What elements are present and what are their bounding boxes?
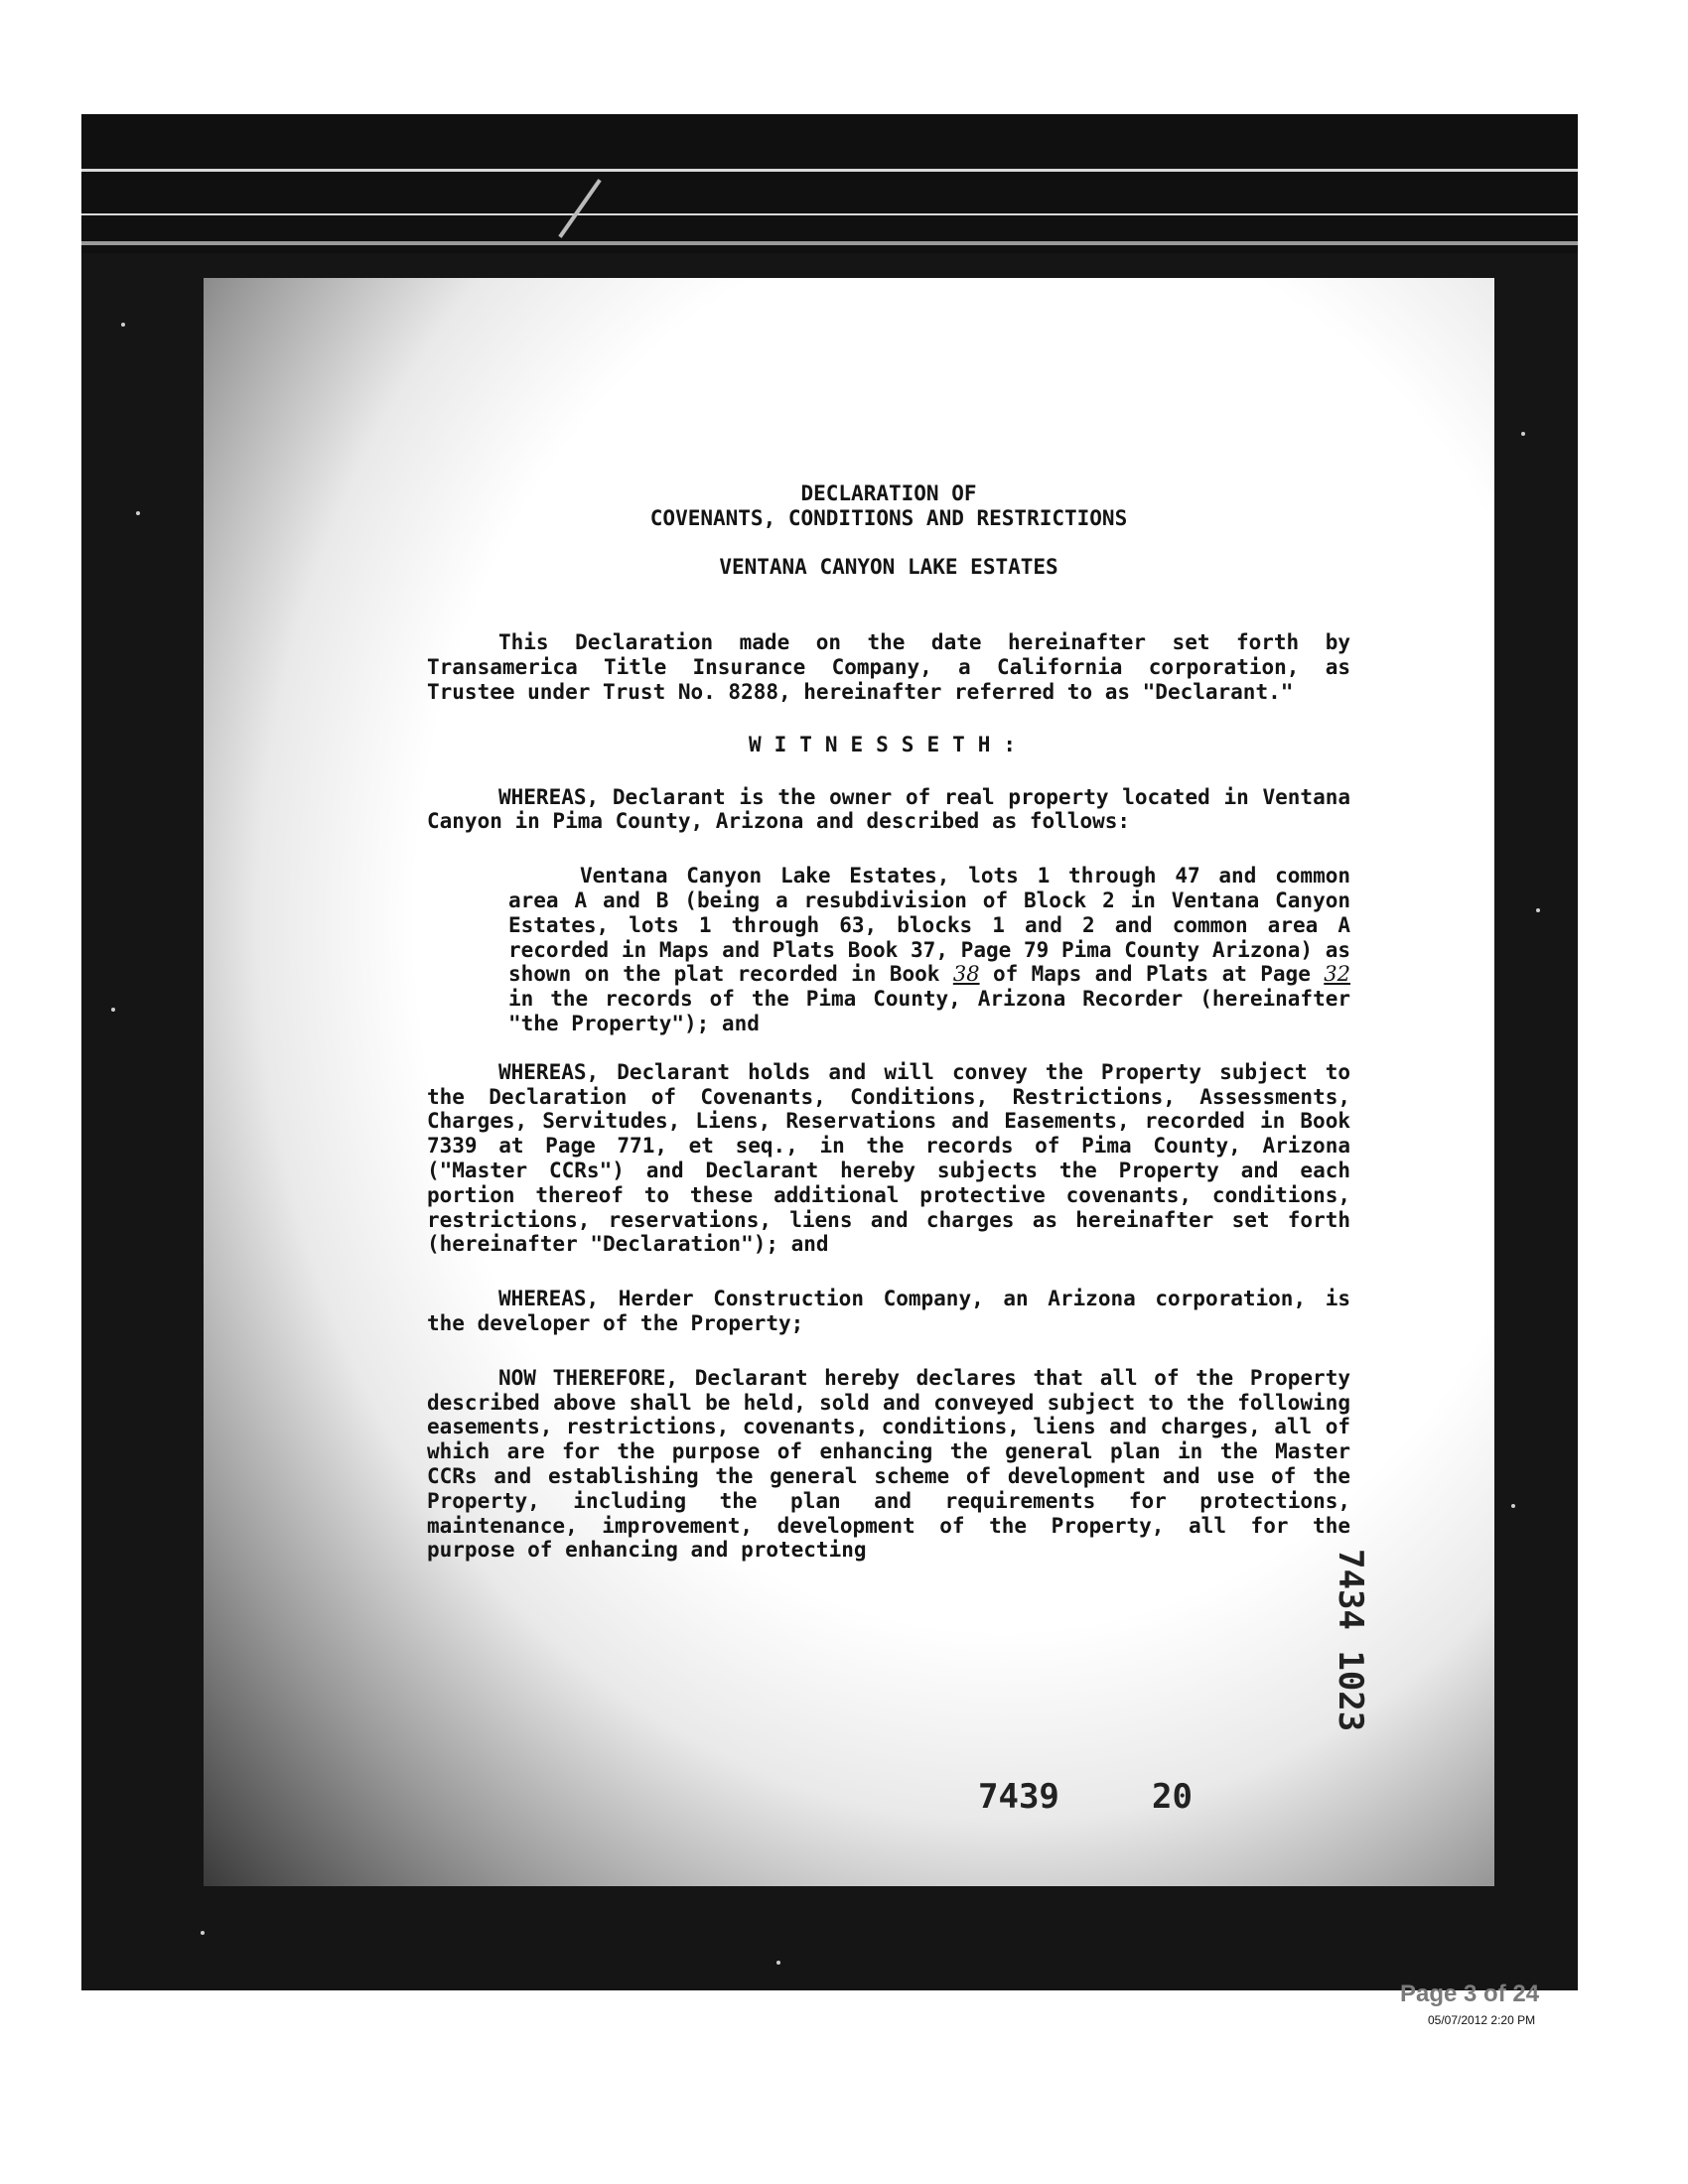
scan-speck (136, 511, 140, 515)
scan-speck (201, 1931, 205, 1935)
scan-speck (776, 1961, 780, 1965)
whereas-paragraph-1: WHEREAS, Declarant is the owner of real property located in Ventana Canyon in Pima County, Arizona and described as follows: (427, 784, 1350, 834)
recording-page-stamp: 20 (1152, 1777, 1193, 1817)
scan-speck (1536, 908, 1540, 912)
handwritten-page-number: 32 (1324, 962, 1350, 987)
recording-book-stamp: 7439 (978, 1777, 1059, 1817)
scan-speck (111, 1008, 115, 1012)
now-therefore-paragraph: NOW THEREFORE, Declarant hereby declares that all of the Property described above shall be held, sold and conveyed subject to the following easements, restrictions, covenants, conditions, liens and charges, all of which are for the purpose of enhancing the general plan in the Master CCRs and establishing the general scheme of development and use of the Property, including the plan and requirements for protections, maintenance, improvement, development of the Property, all for the purpose of enhancing and protecting (427, 1365, 1350, 1563)
scan-speck (1511, 1504, 1515, 1508)
intro-paragraph: This Declaration made on the date hereinafter set forth by Transamerica Title Insurance Company, a California corporation, as Trustee under Trust No. 8288, hereinafter referred to as "Declarant." (427, 630, 1350, 704)
witnesseth-heading: WITNESSETH: (748, 732, 1030, 756)
scan-speck (1521, 432, 1525, 436)
document-body (427, 481, 1350, 1563)
side-recording-stamp: 7434 1023 (1331, 1549, 1370, 1732)
header-divider-line (81, 169, 1578, 172)
scan-artifact-mark (558, 179, 601, 238)
property-description-part-a: Ventana Canyon Lake Estates, lots 1 through 47 and common area A and B (being a resubdivision of Block 2 in Ventana Canyon Estates, lots 1 through 63, blocks 1 and 2 and common area A recorded in Maps and Plats Book 37, Page 79 Pima County Arizona) as shown on the plat recorded in Book (508, 864, 1350, 987)
scan-header-band (81, 114, 1578, 253)
document-title-line-1: DECLARATION OF (800, 481, 977, 505)
handwritten-book-number: 38 (952, 962, 980, 987)
page-indicator: Page 3 of 24 (1400, 1980, 1540, 2007)
scan-speck (121, 323, 125, 327)
header-divider-line (81, 213, 1578, 215)
document-title-line-2: COVENANTS, CONDITIONS AND RESTRICTIONS (649, 505, 1128, 530)
property-description-part-b: of Maps and Plats at Page (992, 962, 1311, 987)
whereas-paragraph-2: WHEREAS, Declarant holds and will convey the Property subject to the Declaration of Covenants, Conditions, Restrictions, Assessments, Charges, Servitudes, Liens, Reservations and Easements, recorded in Book 7339 at Page 771, et seq., in the records of Pima County, Arizona ("Master CCRs") and Declarant hereby subjects the Property and each portion thereof to these additional protective covenants, conditions, restrictions, reservations, liens and charges as hereinafter set forth (hereinafter "Declaration"); and (427, 1059, 1350, 1257)
header-divider-line (81, 241, 1578, 245)
print-timestamp: 05/07/2012 2:20 PM (1428, 2013, 1536, 2027)
whereas-paragraph-3: WHEREAS, Herder Construction Company, an Arizona corporation, is the developer of the Property; (427, 1287, 1350, 1335)
document-subtitle: VENTANA CANYON LAKE ESTATES (719, 554, 1058, 579)
property-description (508, 864, 1350, 1036)
property-description-part-c: in the records of the Pima County, Arizona Recorder (hereinafter "the Property"); and (508, 987, 1350, 1035)
